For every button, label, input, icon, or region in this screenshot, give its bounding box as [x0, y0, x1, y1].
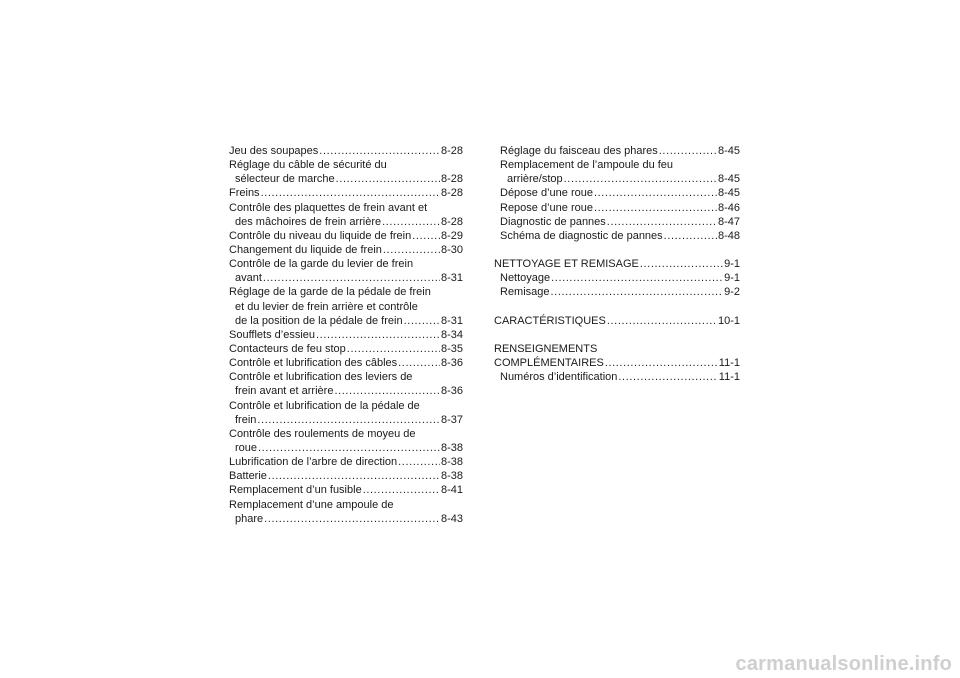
- toc-entry-title: Schéma de diagnostic de pannes: [500, 229, 663, 242]
- toc-entry-page: 8-35: [440, 342, 463, 355]
- toc-entry: [494, 285, 740, 299]
- toc-entry-page: 11-1: [718, 371, 740, 384]
- toc-leader-dots: [659, 144, 717, 158]
- toc-leader-dots: [363, 483, 440, 497]
- toc-entry-title: Contrôle et lubrification des leviers de: [229, 371, 413, 384]
- toc-entry-page: 8-45: [717, 145, 740, 157]
- toc-entry: [229, 328, 463, 342]
- toc-leader-dots: [261, 186, 440, 200]
- toc-entry-title: Freins: [229, 187, 260, 200]
- toc-leader-dots: [263, 271, 440, 285]
- toc-leader-dots: [382, 215, 440, 229]
- toc-entry: [229, 243, 463, 257]
- toc-entry: [229, 229, 463, 243]
- toc-entry-title: phare: [235, 512, 264, 525]
- toc-entry-page: 8-36: [440, 357, 463, 370]
- toc-entry-page: 8-43: [440, 512, 463, 525]
- toc-entry: [229, 158, 463, 172]
- toc-entry-title: Contacteurs de feu stop: [229, 342, 346, 355]
- toc-entry: [229, 257, 463, 271]
- toc-left-column: [229, 144, 463, 526]
- toc-entry: [229, 427, 463, 441]
- toc-entry: [229, 271, 463, 285]
- toc-entry: [229, 285, 463, 299]
- toc-gap: [494, 243, 740, 257]
- toc-entry-title: frein: [235, 413, 257, 426]
- toc-entry-page: 8-31: [440, 314, 463, 327]
- toc-entry: [229, 498, 463, 512]
- toc-entry-page: 8-34: [440, 328, 463, 341]
- toc-entry-title: Nettoyage: [500, 272, 551, 285]
- toc-entry: [494, 271, 740, 285]
- toc-right-column: [494, 144, 740, 384]
- toc-leader-dots: [334, 384, 440, 398]
- toc-entry: [494, 370, 740, 384]
- watermark: carmanualsonline.info: [735, 653, 952, 675]
- toc-entry-page: 8-28: [440, 187, 463, 200]
- toc-entry: [229, 186, 463, 200]
- toc-entry-title: Repose d’une roue: [500, 201, 593, 214]
- toc-entry-page: 8-45: [717, 173, 740, 186]
- toc-leader-dots: [336, 172, 440, 186]
- toc-entry-title: COMPLÉMENTAIRES: [494, 357, 604, 370]
- toc-entry: [229, 469, 463, 483]
- toc-leader-dots: [398, 356, 440, 370]
- toc-entry-page: 8-48: [717, 229, 740, 242]
- toc-entry-title: Jeu des soupapes: [229, 145, 319, 157]
- toc-entry-page: 8-30: [440, 243, 463, 256]
- toc-entry-page: 8-38: [440, 441, 463, 454]
- toc-entry: [494, 356, 740, 370]
- toc-entry: [229, 300, 463, 314]
- toc-entry: [229, 314, 463, 328]
- toc-entry: [229, 483, 463, 497]
- toc-entry-title: Remplacement d’une ampoule de: [229, 498, 394, 511]
- toc-entry-page: 8-28: [440, 145, 463, 157]
- toc-entry: [229, 399, 463, 413]
- toc-entry-title: Soufflets d’essieu: [229, 328, 316, 341]
- toc-leader-dots: [398, 455, 440, 469]
- toc-leader-dots: [551, 271, 723, 285]
- toc-entry-title: Contrôle et lubrification des câbles: [229, 357, 398, 370]
- toc-entry: [229, 441, 463, 455]
- toc-entry: [494, 186, 740, 200]
- toc-entry-title: et du levier de frein arrière et contrôle: [235, 300, 418, 313]
- toc-entry-title: arrière/stop: [507, 173, 563, 186]
- toc-entry: [494, 144, 740, 158]
- toc-entry-title: Batterie: [229, 470, 267, 483]
- toc-entry-title: avant: [235, 272, 262, 285]
- toc-entry-page: 8-41: [440, 484, 463, 497]
- toc-entry-title: Contrôle des roulements de moyeu de: [229, 427, 416, 440]
- toc-entry-title: Changement du liquide de frein: [229, 243, 382, 256]
- toc-entry-page: 8-37: [440, 413, 463, 426]
- toc-leader-dots: [618, 370, 717, 384]
- toc-gap: [494, 300, 740, 314]
- toc-entry-title: de la position de la pédale de frein: [235, 314, 403, 327]
- toc-entry-title: Réglage du câble de sécurité du: [229, 159, 387, 172]
- toc-leader-dots: [564, 172, 717, 186]
- toc-entry: [229, 144, 463, 158]
- toc-entry-page: 10-1: [717, 314, 740, 327]
- toc-entry: [494, 201, 740, 215]
- toc-entry: [229, 512, 463, 526]
- toc-entry-title: Remplacement de l’ampoule du feu: [500, 159, 674, 172]
- toc-leader-dots: [268, 469, 440, 483]
- toc-entry: [494, 257, 740, 271]
- toc-entry: [494, 158, 740, 172]
- toc-entry-title: Contrôle et lubrification de la pédale de: [229, 399, 420, 412]
- toc-leader-dots: [551, 285, 724, 299]
- toc-entry-title: Contrôle de la garde du levier de frein: [229, 258, 414, 271]
- toc-entry: [494, 229, 740, 243]
- toc-entry-page: 8-31: [440, 272, 463, 285]
- toc-entry-title: Contrôle du niveau du liquide de frein: [229, 229, 412, 242]
- toc-leader-dots: [319, 144, 440, 158]
- toc-entry-title: roue: [235, 441, 258, 454]
- toc-entry-title: CARACTÉRISTIQUES: [494, 314, 606, 327]
- toc-leader-dots: [594, 186, 717, 200]
- toc-leader-dots: [404, 314, 440, 328]
- toc-leader-dots: [316, 328, 440, 342]
- toc-entry: [229, 342, 463, 356]
- toc-entry-title: Lubrification de l’arbre de direction: [229, 456, 398, 469]
- toc-leader-dots: [607, 215, 717, 229]
- toc-entry-page: 8-36: [440, 385, 463, 398]
- toc-entry-page: 9-1: [724, 258, 740, 271]
- toc-entry-page: 8-45: [717, 187, 740, 200]
- toc-entry-title: Remplacement d’un fusible: [229, 484, 362, 497]
- toc-entry: [229, 455, 463, 469]
- toc-entry: [229, 356, 463, 370]
- toc-entry: [494, 314, 740, 328]
- toc-entry: [229, 201, 463, 215]
- toc-entry-title: des mâchoires de frein arrière: [235, 215, 382, 228]
- toc-entry: [229, 413, 463, 427]
- toc-entry-page: 8-38: [440, 456, 463, 469]
- toc-leader-dots: [383, 243, 440, 257]
- toc-entry: [494, 342, 740, 356]
- toc-leader-dots: [258, 441, 440, 455]
- toc-entry-title: RENSEIGNEMENTS: [494, 342, 598, 355]
- toc-entry-title: frein avant et arrière: [235, 385, 334, 398]
- toc-entry-title: Remisage: [500, 286, 550, 299]
- toc-leader-dots: [412, 229, 440, 243]
- toc-leader-dots: [640, 257, 723, 271]
- toc-entry-page: 8-46: [717, 201, 740, 214]
- toc-entry-page: 11-1: [718, 357, 740, 370]
- toc-entry-title: Réglage du faisceau des phares: [500, 145, 658, 157]
- toc-entry-page: 8-28: [440, 173, 463, 186]
- toc-entry-title: Numéros d’identification: [500, 371, 618, 384]
- toc-leader-dots: [607, 314, 717, 328]
- toc-leader-dots: [605, 356, 718, 370]
- toc-entry-title: NETTOYAGE ET REMISAGE: [494, 258, 639, 271]
- toc-leader-dots: [264, 512, 440, 526]
- toc-entry-page: 8-47: [717, 215, 740, 228]
- toc-entry: [229, 172, 463, 186]
- toc-entry: [229, 215, 463, 229]
- toc-gap: [494, 328, 740, 342]
- toc-entry-page: 9-2: [724, 286, 740, 299]
- toc-entry: [229, 370, 463, 384]
- toc-entry: [229, 384, 463, 398]
- toc-entry-page: 8-29: [440, 229, 463, 242]
- toc-entry-title: Diagnostic de pannes: [500, 215, 606, 228]
- toc-entry-title: Dépose d’une roue: [500, 187, 593, 200]
- toc-leader-dots: [664, 229, 717, 243]
- toc-entry-title: Contrôle des plaquettes de frein avant et: [229, 201, 428, 214]
- toc-entry: [494, 172, 740, 186]
- toc-entry-page: 9-1: [724, 272, 740, 285]
- toc-entry-title: sélecteur de marche: [235, 173, 335, 186]
- toc-entry-page: 8-28: [440, 215, 463, 228]
- toc-leader-dots: [257, 413, 440, 427]
- toc-entry: [494, 215, 740, 229]
- toc-entry-page: 8-38: [440, 470, 463, 483]
- toc-leader-dots: [347, 342, 440, 356]
- toc-leader-dots: [594, 201, 717, 215]
- toc-entry-title: Réglage de la garde de la pédale de frein: [229, 286, 431, 299]
